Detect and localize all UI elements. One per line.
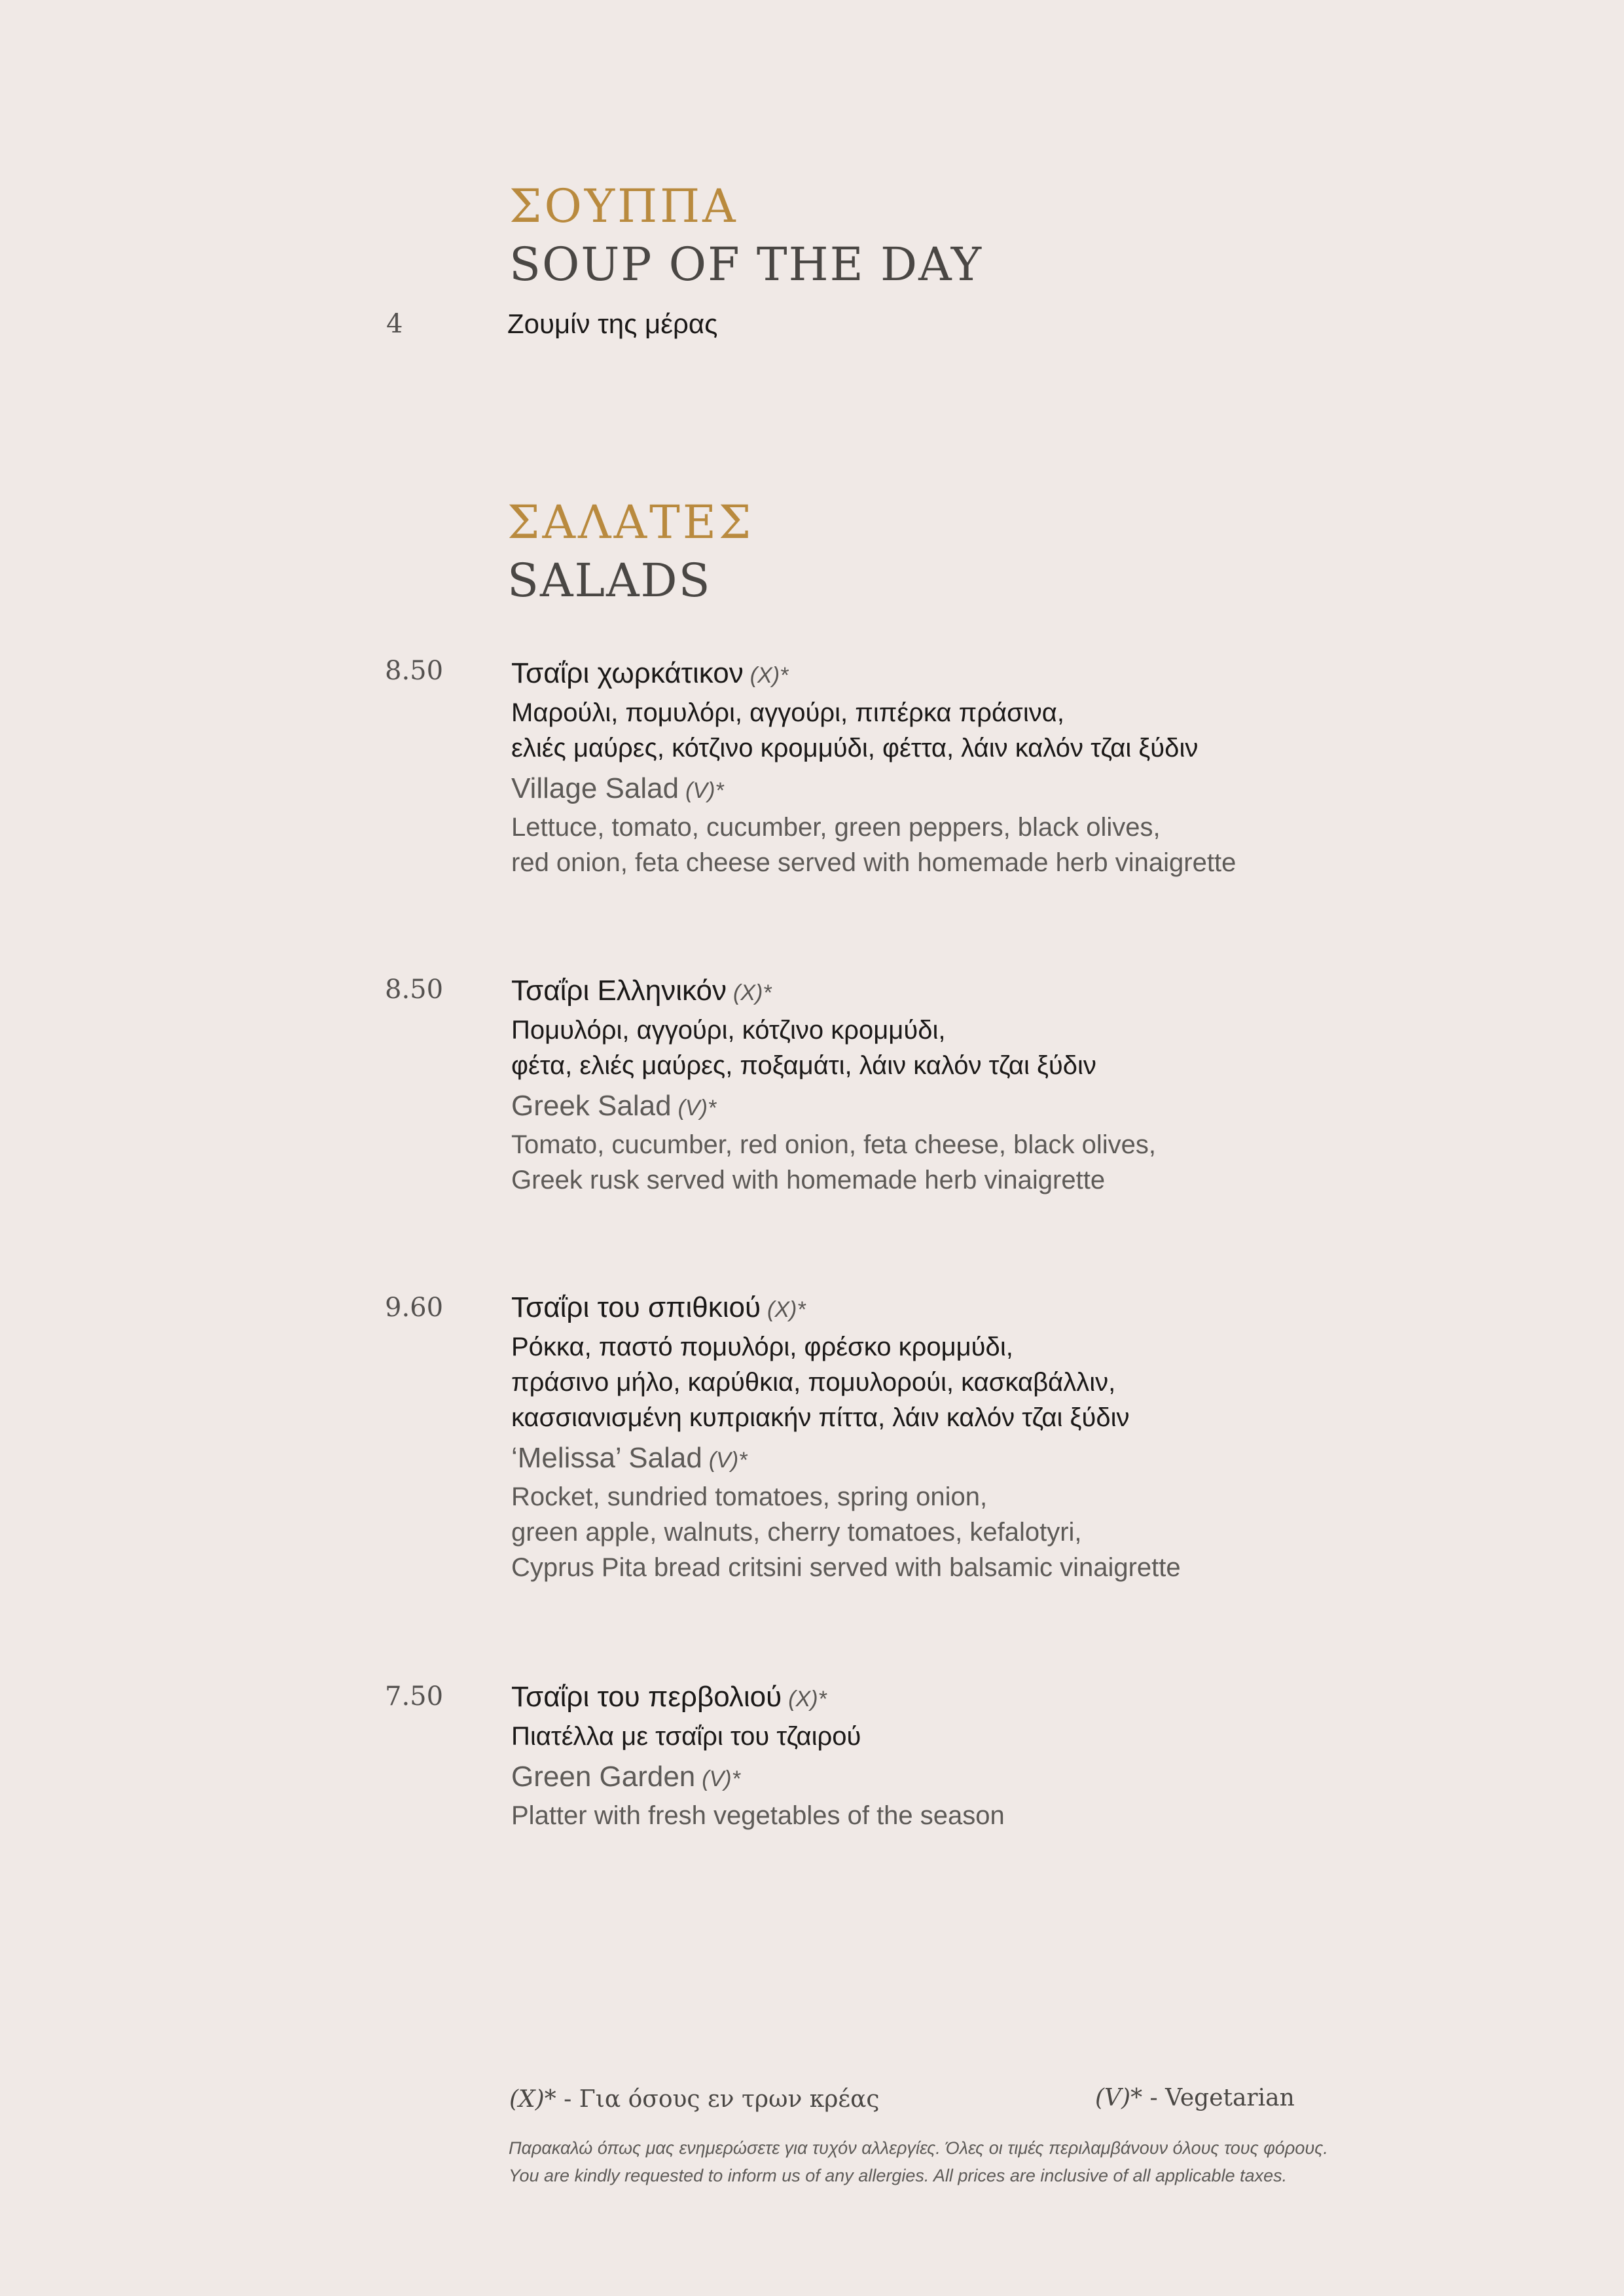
menu-item-description-english: Greek rusk served with homemade herb vinaigrette: [511, 1166, 1106, 1194]
legend-meat-text: - Για όσους εν τρων κρέας: [556, 2086, 880, 2113]
menu-item-name-greek: Τσαΐρι Ελληνικόν (X)*: [511, 975, 772, 1007]
soup-title-english: SOUP OF THE DAY: [509, 238, 983, 291]
soup-price: 4: [386, 309, 403, 339]
menu-item-name-greek: Τσαΐρι χωρκάτικον (X)*: [511, 657, 789, 689]
soup-title-greek: ΣΟΥΠΠΑ: [509, 179, 738, 233]
menu-item-name-english: Green Garden (V)*: [511, 1761, 740, 1793]
legend-vegetarian: [1095, 2087, 1295, 2110]
menu-item-description-greek: Πομυλόρι, αγγούρι, κότζινο κρομμύδι,: [511, 1016, 946, 1045]
menu-item-description-greek: κασσιανισμένη κυπριακήν πίττα, λάιν καλόν τζαι ξύδιν: [511, 1403, 1130, 1432]
legend-vegetarian-symbol: (V)*: [1095, 2085, 1143, 2111]
menu-item: [511, 654, 1382, 880]
menu-item-description-english: Lettuce, tomato, cucumber, green peppers, black olives,: [511, 813, 1161, 842]
menu-item-description-greek: πράσινο μήλο, καρύθκια, πομυλορούι, κασκαβάλλιν,: [511, 1368, 1116, 1397]
legend-meat: [509, 2088, 880, 2111]
menu-item-description-greek: ελιές μαύρες, κότζινο κρομμύδι, φέττα, λάιν καλόν τζαι ξύδιν: [511, 734, 1199, 762]
menu-item-description-english: Tomato, cucumber, red onion, feta cheese, black olives,: [511, 1130, 1156, 1159]
menu-item-name-english: Village Salad (V)*: [511, 772, 724, 804]
vegetarian-tag: (V)*: [702, 1767, 740, 1791]
menu-item-price: 7.50: [385, 1681, 444, 1712]
salads-title-english: SALADS: [507, 554, 712, 607]
soup-description: Ζουμίν της μέρας: [507, 308, 718, 339]
salads-title-greek: ΣΑΛΑΤΕΣ: [507, 495, 754, 549]
menu-item: [511, 1288, 1382, 1585]
meat-tag: (X)*: [749, 663, 789, 688]
menu-item-description-greek: Πιατέλλα με τσαΐρι του τζαιρού: [511, 1722, 861, 1751]
menu-item-name-english: Greek Salad (V)*: [511, 1090, 717, 1122]
vegetarian-tag: (V)*: [685, 778, 724, 803]
menu-item-description-english: green apple, walnuts, cherry tomatoes, kefalotyri,: [511, 1518, 1082, 1547]
menu-item-description-english: Cyprus Pita bread critsini served with balsamic vinaigrette: [511, 1553, 1181, 1582]
legend-meat-symbol: (X)*: [509, 2086, 556, 2113]
menu-item-description-english: Rocket, sundried tomatoes, spring onion,: [511, 1482, 988, 1511]
menu-item-price: 8.50: [385, 975, 444, 1005]
menu-item-price: 9.60: [385, 1293, 444, 1323]
meat-tag: (X)*: [732, 980, 772, 1005]
menu-item-name-greek: Τσαΐρι του σπιθκιού (X)*: [511, 1291, 806, 1323]
menu-item-description-greek: Ρόκκα, παστό πομυλόρι, φρέσκο κρομμύδι,: [511, 1333, 1013, 1361]
meat-tag: (X)*: [788, 1687, 827, 1712]
menu-item-description-english: red onion, feta cheese served with homemade herb vinaigrette: [511, 848, 1236, 877]
meat-tag: (X)*: [767, 1297, 806, 1322]
menu-item-name-greek: Τσαΐρι του περβολιού (X)*: [511, 1681, 827, 1713]
menu-item: [511, 1677, 1382, 1833]
menu-item-description-greek: φέτα, ελιές μαύρες, ποξαμάτι, λάιν καλόν τζαι ξύδιν: [511, 1051, 1096, 1080]
allergy-note-greek: Παρακαλώ όπως μας ενημερώσετε για τυχόν αλλεργίες. Όλες οι τιμές περιλαμβάνουν όλους τους φόρους.: [509, 2138, 1328, 2158]
vegetarian-tag: (V)*: [677, 1096, 717, 1121]
menu-item-description-english: Platter with fresh vegetables of the season: [511, 1801, 1005, 1830]
legend-vegetarian-text: - Vegetarian: [1142, 2085, 1295, 2111]
menu-item-name-english: ‘Melissa’ Salad (V)*: [511, 1442, 748, 1474]
allergy-note-english: You are kindly requested to inform us of any allergies. All prices are inclusive of all applicable taxes.: [509, 2166, 1288, 2185]
menu-item-price: 8.50: [385, 656, 444, 686]
menu-item-description-greek: Μαρούλι, πομυλόρι, αγγούρι, πιπέρκα πράσινα,: [511, 698, 1064, 727]
vegetarian-tag: (V)*: [708, 1448, 748, 1473]
menu-item: [511, 971, 1382, 1198]
